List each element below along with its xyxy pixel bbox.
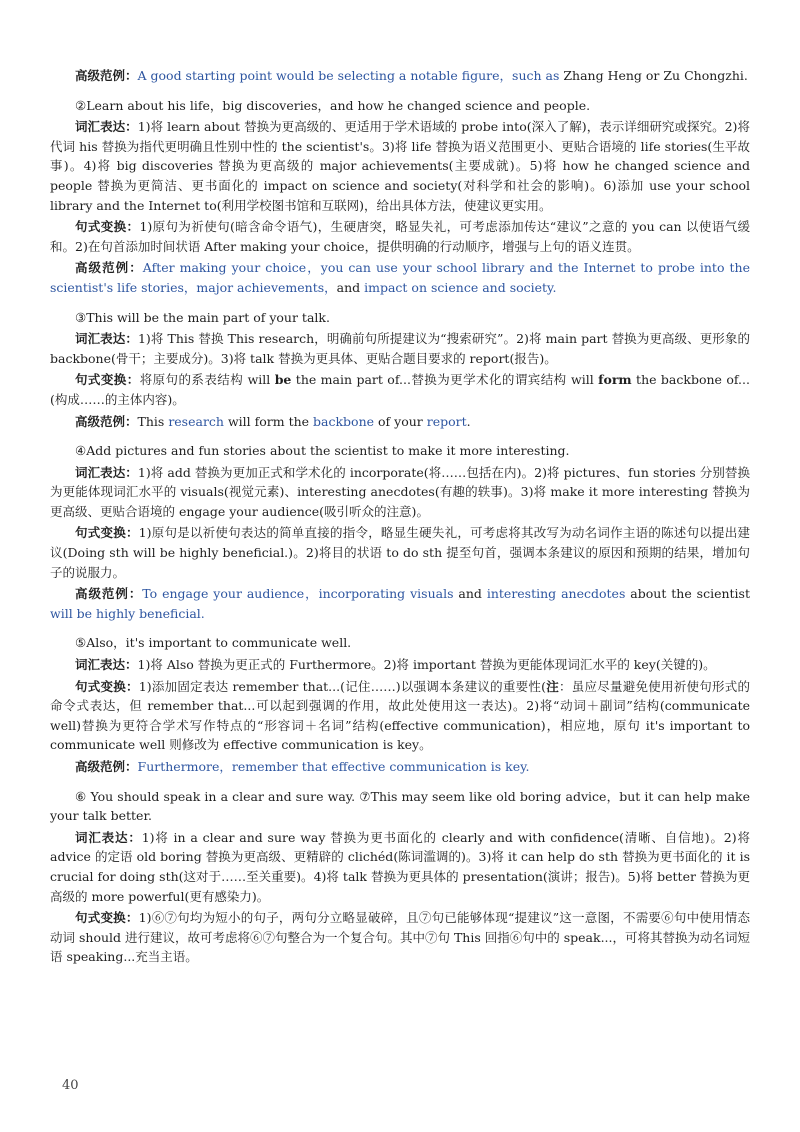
text-segment: ⑥ You should speak in a clear and sure way. ⑦This may seem like old boring advice，but it can help make your talk better.: [50, 788, 750, 824]
text-segment: ：: [125, 68, 138, 83]
highlighted-text: backbone: [313, 413, 375, 429]
text-segment: ：: [125, 119, 138, 135]
vocabulary-label: 词汇表达: [75, 119, 126, 135]
sentence-transform-label: 句式变换: [75, 525, 126, 541]
vocabulary-note: [50, 329, 750, 368]
advanced-example: [50, 584, 750, 623]
text-segment: ⑤Also，it's important to communicate well.: [75, 635, 352, 651]
original-sentence: [50, 96, 750, 116]
section-4: [50, 441, 750, 623]
sentence-note: [50, 217, 750, 256]
highlighted-text: To engage your audience，incorporating visuals: [142, 586, 454, 602]
sentence-transform-label: 句式变换: [75, 678, 126, 694]
text-segment: 1)将 add 替换为更加正式和学术化的 incorporate(将……包括在内)。2)将 pictures、fun stories 分别替换为更能体现词汇水平的 visuals(视觉元素)、interesting anecdotes(有趣的轶事)。3)将 make it more interesting 替换为更高级、更贴合语境的 engage your audience(吸引听众的注意)。: [50, 464, 750, 519]
text-segment: 1)将 Also 替换为更正式的 Furthermore。2)将 important 替换为更能体现词汇水平的 key(关键的)。: [137, 657, 716, 673]
advanced-example-label: 高级范例: [75, 68, 126, 83]
text-segment: ：: [125, 464, 138, 480]
text-segment: 注: [545, 678, 559, 694]
vocabulary-label: 词汇表达: [75, 331, 126, 347]
text-segment: ：: [126, 219, 140, 235]
highlighted-text: impact on science and society.: [360, 279, 557, 295]
text-segment: 1)将 learn about 替换为更高级的、更适用于学术语域的 probe into(深入了解)，表示详细研究或探究。2)将代词 his 替换为指代更明确且性别中性的 the scientist's。3)将 life 替换为语义范围更小、更贴合语境的 life stories(生平故事)。4)将 big discoveries 替换为更高级的 major achievements(主要成就)。5)将 how he changed science and people 替换为更简洁、更书面化的 impact on science and society(对科学和社会的影响)。6)添加 use your school library and the Internet to(利用学校图书馆和互联网)，给出具体方法，使建议更实用。: [50, 119, 750, 213]
sentence-note: [50, 523, 750, 582]
text-segment: 1)原句为祈使句(暗含命令语气)，生硬唐突，略显失礼，可考虑添加传达“建议”之意的 you can 以使语气缓和。2)在句首添加时间状语 After making your choice，提供明确的行动顺序，增强与上句的语义连贯。: [50, 219, 750, 254]
advanced-example-label: 高级范例: [75, 759, 126, 774]
text-segment: 1)将 This 替换 This research，明确前句所提建议为“搜索研究”。2)将 main part 替换为更高级、更形象的 backbone(骨干；主要成分)。3)将 talk 替换为更具体、更贴合题目要求的 report(报告)。: [50, 331, 750, 366]
text-segment: Zhang Heng or Zu Chongzhi.: [559, 68, 748, 83]
vocabulary-note: [50, 117, 750, 215]
advanced-example-label: 高级范例: [75, 586, 129, 602]
vocabulary-note: [50, 828, 750, 906]
original-sentence: [50, 308, 750, 328]
section-6: [50, 787, 750, 967]
section-5: [50, 633, 750, 776]
text-segment: This: [137, 413, 169, 429]
sentence-note: [50, 677, 750, 755]
vocabulary-note: [50, 463, 750, 522]
text-segment: ：: [128, 586, 143, 602]
section-2: [50, 96, 750, 298]
sentence-transform-label: 句式变换: [75, 219, 127, 235]
text-segment: the main part of...替换为更学术化的谓宾结构 will: [291, 372, 599, 388]
text-segment: ：: [125, 525, 139, 541]
advanced-example: [50, 258, 750, 297]
original-sentence: [50, 633, 750, 653]
text-segment: be: [274, 372, 292, 388]
text-segment: ④Add pictures and fun stories about the scientist to make it more interesting.: [75, 443, 570, 459]
text-segment: ：: [125, 657, 138, 673]
highlighted-text: interesting anecdotes: [486, 586, 626, 602]
text-segment: ：: [126, 372, 140, 388]
original-sentence: [50, 787, 750, 826]
text-segment: form: [598, 372, 632, 388]
vocabulary-label: 词汇表达: [75, 657, 126, 673]
text-segment: 1)⑥⑦句均为短小的句子，两句分立略显破碎，且⑦句已能够体现“提建议”这一意图，不需要⑥句中使用情态动词 should 进行建议，故可考虑将⑥⑦句整合为一个复合句。其中⑦句 This 回指⑥句中的 speak...，可将其替换为动名词短语 speaking...充当主语。: [50, 910, 750, 965]
text-segment: 1)添加固定表达 remember that...(记住……)以强调本条建议的重要性(: [138, 678, 546, 694]
highlighted-text: After making your choice，you can use your school library and the Internet to probe into the scientist's life stories，major achievements，: [50, 260, 750, 295]
text-segment: ：: [125, 413, 138, 429]
highlighted-text: research: [168, 413, 224, 429]
highlighted-text: Furthermore，remember that effective communication is key.: [137, 759, 530, 774]
vocabulary-label: 词汇表达: [75, 464, 126, 480]
page-content: [50, 66, 750, 967]
text-segment: ：: [125, 759, 138, 774]
advanced-example: [50, 412, 750, 432]
sentence-transform-label: 句式变换: [75, 910, 126, 926]
text-segment: ：: [128, 829, 142, 845]
text-segment: ：: [125, 331, 138, 347]
sentence-note: [50, 370, 750, 409]
advanced-example-label: 高级范例: [75, 260, 130, 276]
advanced-example-label: 高级范例: [75, 413, 126, 429]
sentence-transform-label: 句式变换: [75, 372, 127, 388]
text-segment: ②Learn about his life，big discoveries，and how he changed science and people.: [75, 97, 591, 113]
advanced-example: [50, 757, 750, 777]
sentence-note: [50, 908, 750, 967]
text-segment: of your: [374, 413, 427, 429]
text-segment: the backbone of...(构成……的主体内容)。: [50, 372, 750, 407]
text-segment: about the scientist: [625, 586, 750, 602]
original-sentence: [50, 441, 750, 461]
highlighted-text: report: [426, 413, 467, 429]
section-1: [50, 66, 750, 86]
highlighted-text: A good starting point would be selecting a notable figure，such as: [137, 68, 560, 83]
text-segment: and: [336, 279, 361, 295]
highlighted-text: will be highly beneficial.: [50, 605, 205, 621]
vocabulary-note: [50, 655, 750, 675]
text-segment: will form the: [223, 413, 314, 429]
text-segment: ③This will be the main part of your talk.: [75, 309, 330, 325]
text-segment: .: [466, 413, 471, 429]
advanced-example: [50, 66, 750, 86]
text-segment: 1)将 in a clear and sure way 替换为更书面化的 clearly and with confidence(清晰、自信地)。2)将 advice 的定语 old boring 替换为更高级、更精辟的 clichéd(陈词滥调的)。3)将 it can help do sth 替换为更书面化的 it is crucial for doing sth(这对于……至关重要)。4)将 talk 替换为更具体的 presentation(演讲；报告)。5)将 better 替换为更高级的 more powerful(更有感染力)。: [50, 829, 750, 904]
text-segment: ：虽应尽量避免使用祈使句形式的命令式表达，但 remember that...可以起到强调的作用，故此处使用这一表达)。2)将“动词＋副词”结构(communicate well)替换为更符合学术写作特点的“形容词＋名词”结构(effective communication)，相应地，原句 it's important to communicate well 则修改为 effective communication is key。: [50, 678, 750, 753]
text-segment: ：: [126, 678, 139, 694]
section-3: [50, 308, 750, 432]
text-segment: ：: [125, 910, 139, 926]
text-segment: 1)原句是以祈使句表达的简单直接的指令，略显生硬失礼，可考虑将其改写为动名词作主语的陈述句以提出建议(Doing sth will be highly beneficial.)。2)将目的状语 to do sth 提至句首，强调本条建议的原因和预期的结果，增加句子的说服力。: [50, 525, 750, 580]
text-segment: and: [453, 586, 487, 602]
page-number: 40: [62, 1078, 79, 1093]
text-segment: ：: [129, 260, 143, 276]
text-segment: 将原句的系表结构 will: [139, 372, 275, 388]
vocabulary-label: 词汇表达: [75, 829, 129, 845]
